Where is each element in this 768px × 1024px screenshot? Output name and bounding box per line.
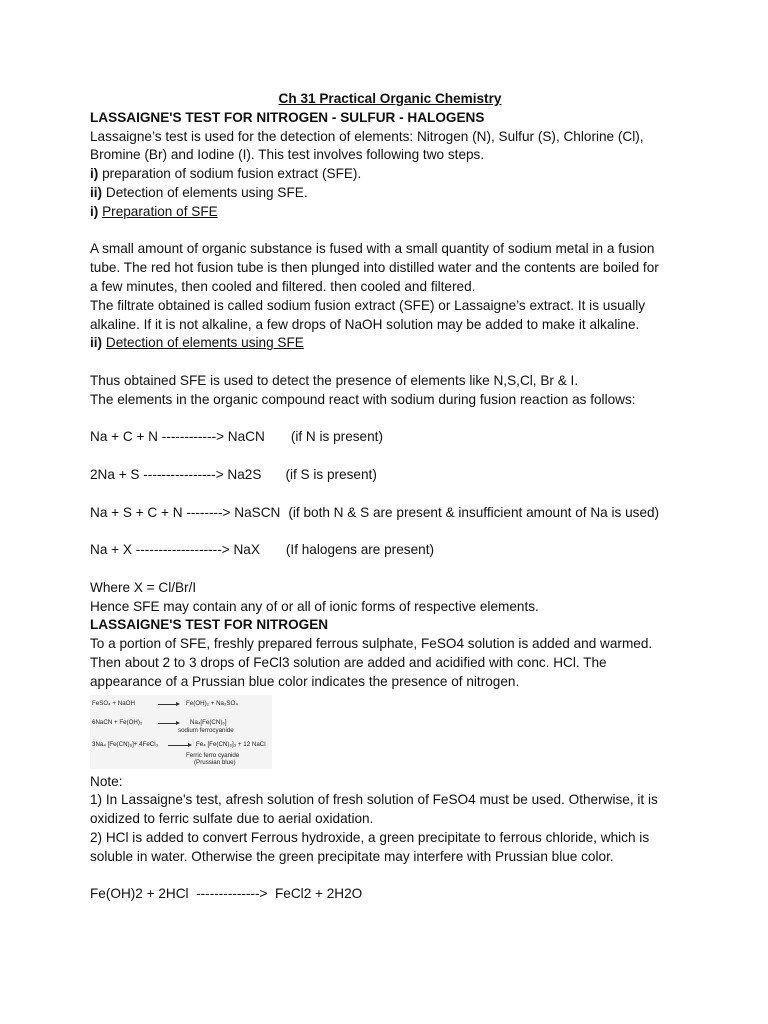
step-item: ii) Detection of elements using SFE.	[90, 184, 308, 200]
paragraph-line: The filtrate obtained is called sodium fusion extract (SFE) or Lassaigne’s extract. It is usually	[90, 297, 646, 313]
reaction-scheme-figure	[90, 695, 272, 769]
subsection-heading-detection: ii) Detection of elements using SFE	[90, 335, 304, 351]
reaction-equation: 2Na + S ----------------> Na2S (if S is present)	[90, 466, 377, 482]
section-heading-nitrogen: LASSAIGNE'S TEST FOR NITROGEN	[90, 617, 329, 633]
figure-caption: Ferric ferro cyanide	[186, 751, 240, 759]
figure-caption: (Prussian blue)	[194, 758, 236, 766]
reaction-arrow-icon	[168, 745, 190, 746]
figure-reactant: 3Na₄ [Fe(CN)₆]+ 4FeCl₃	[92, 740, 159, 748]
paragraph-line: appearance of a Prussian blue color indicates the presence of nitrogen.	[90, 673, 520, 689]
reaction-equation: Na + S + C + N --------> NaSCN (if both N & S are present & insufficient amount of Na is used)	[90, 504, 660, 520]
paragraph-line: Thus obtained SFE is used to detect the presence of elements like N,S,Cl, Br & I.	[90, 372, 579, 388]
figure-reactant: FeSO₄ + NaOH	[92, 699, 135, 707]
paragraph-line: alkaline. If it is not alkaline, a few drops of NaOH solution may be added to make it alkaline.	[90, 316, 640, 332]
note-line: oxidized to ferric sulfate due to aerial oxidation.	[90, 811, 374, 827]
subsection-heading-preparation: i) Preparation of SFE	[90, 203, 218, 219]
figure-product: Na₄[Fe(CN)₆]	[190, 718, 227, 726]
paragraph-line: Then about 2 to 3 drops of FeCl3 solution are added and acidified with conc. HCl. The	[90, 654, 607, 670]
reaction-equation: Na + C + N ------------> NaCN (if N is present)	[90, 429, 383, 445]
reaction-arrow-icon	[158, 704, 178, 705]
section-heading-lassaigne: LASSAIGNE'S TEST FOR NITROGEN - SULFUR - HALOGENS	[90, 109, 485, 125]
paragraph-line: To a portion of SFE, freshly prepared ferrous sulphate, FeSO4 solution is added and warmed.	[90, 636, 653, 652]
note-line: soluble in water. Otherwise the green precipitate may interfere with Prussian blue color.	[90, 848, 614, 864]
document-body	[90, 90, 690, 904]
figure-product: Fe(OH)₂ + Na₂SO₄	[186, 699, 238, 707]
paragraph-line: Hence SFE may contain any of or all of ionic forms of respective elements.	[90, 598, 539, 614]
final-equation: Fe(OH)2 + 2HCl --------------> FeCl2 + 2H2O	[90, 886, 363, 902]
paragraph-line: A small amount of organic substance is fused with a small quantity of sodium metal in a fusion	[90, 241, 655, 257]
step-item: i) preparation of sodium fusion extract (SFE).	[90, 166, 362, 182]
paragraph-line: tube. The red hot fusion tube is then plunged into distilled water and the contents are boiled for	[90, 260, 659, 276]
page-title: Ch 31 Practical Organic Chemistry	[278, 91, 502, 106]
figure-product: Fe₄ [Fe(CN)₆]₃ + 12 NaCl	[196, 740, 266, 748]
note-line: 2) HCl is added to convert Ferrous hydroxide, a green precipitate to ferrous chloride, which is	[90, 829, 650, 845]
reaction-arrow-icon	[158, 723, 178, 724]
intro-line: Lassaigne’s test is used for the detection of elements: Nitrogen (N), Sulfur (S), Chlorine (Cl),	[90, 128, 644, 144]
figure-caption: sodium ferrocyanide	[178, 726, 234, 734]
note-label: Note:	[90, 773, 123, 789]
intro-line: Bromine (Br) and Iodine (I). This test involves following two steps.	[90, 147, 485, 163]
paragraph-line: Where X = Cl/Br/I	[90, 579, 197, 595]
paragraph-line: The elements in the organic compound react with sodium during fusion reaction as follows:	[90, 391, 636, 407]
reaction-equation: Na + X -------------------> NaX (If halogens are present)	[90, 542, 434, 558]
note-line: 1) In Lassaigne's test, afresh solution of fresh solution of FeSO4 must be used. Otherwise, it is	[90, 792, 658, 808]
paragraph-line: a few minutes, then cooled and filtered. then cooled and filtered.	[90, 278, 476, 294]
figure-reactant: 6NaCN + Fe(OH)₂	[92, 718, 143, 726]
